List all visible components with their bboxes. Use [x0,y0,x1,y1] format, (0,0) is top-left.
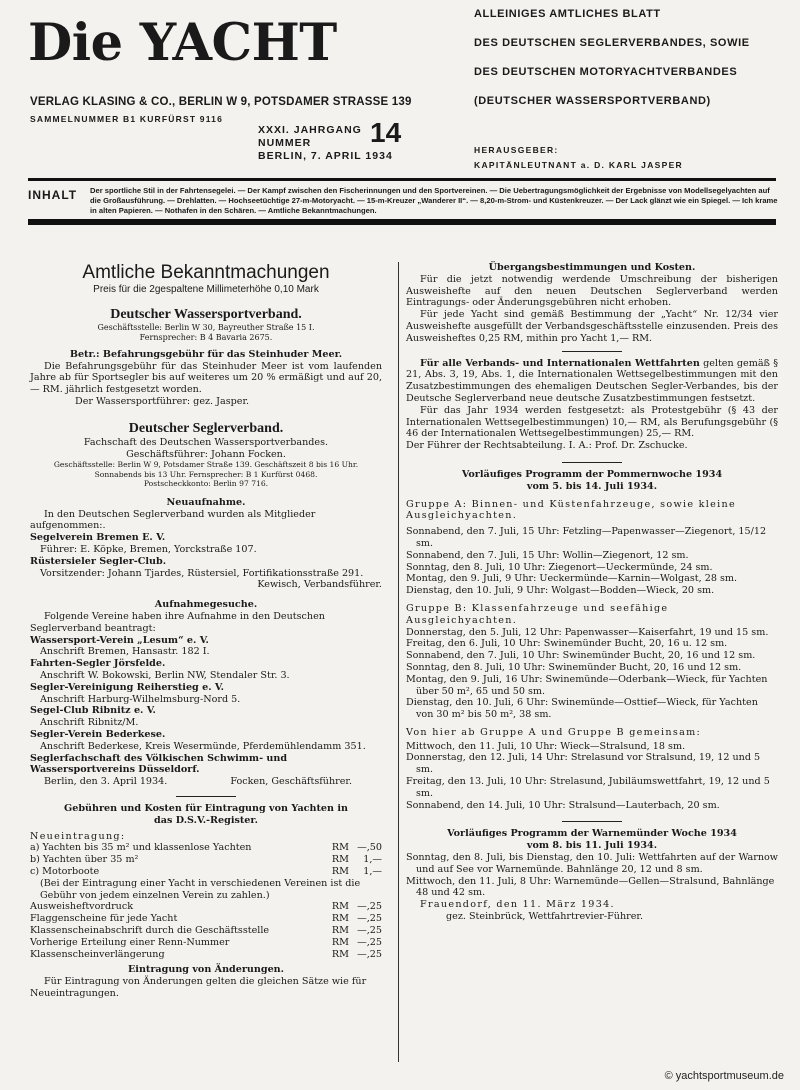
fee-value: 1,— [363,865,382,877]
dsv-hours: Sonnabends bis 13 Uhr. Fernsprecher: B 1 Kurfürst 0468. [94,469,318,479]
group-a: Gruppe A: Binnen- und Küstenfahrzeuge, sowie kleine Ausgleichyachten. [406,498,736,522]
fee-amount [332,913,382,925]
place-date: BERLIN, 7. APRIL 1934 [258,150,393,162]
section-divider [562,462,622,463]
fee-row [30,866,382,878]
dwv-body: Die Befahrungsgebühr für das Steinhuder Meer ist vom laufenden Jahre ab für Sportsegler bis auf weiteres um 20 % ermäßigt und auf 20,— RM. jährlich festgesetzt worden. [30,360,382,396]
applications-title: Aufnahmegesuche. [154,599,258,611]
fee-label: Klassenscheinverlängerung [30,948,165,960]
transition-title: Übergangsbestimmungen und Kosten. [488,262,696,273]
fee-label: Flaggenscheine für jede Yacht [30,913,178,925]
fees-note: (Bei der Eintragung einer Yacht in verschiedenen Vereinen ist die Gebühr von jedem einzelnen Verein zu zahlen.) [40,877,361,901]
publisher-address: VERLAG KLASING & CO., BERLIN W 9, POTSDAMER STRASSE 139 [30,96,412,108]
club-name: Segler-Vereinigung Reiherstieg e. V. [30,681,224,693]
fee-amount [332,937,382,949]
race-entry: Dienstag, den 10. Juli, 9 Uhr: Wolgast—Bodden—Wieck, 20 sm. [406,585,715,597]
fee-currency: RM [331,924,349,936]
club-name: Segelverein Bremen E. V. [30,532,166,544]
fee-value: —,25 [357,948,382,960]
fee-value: —,25 [357,901,382,913]
club-detail: Führer: E. Köpke, Bremen, Yorckstraße 107. [40,544,257,556]
transition-p1: Für die jetzt notwendig werdende Umschreibung der bisherigen Ausweishefte auf den neuen Deutschen Seglerverband werden Eintragungs- oder Änderungsgebühren nicht erhoben. [406,273,778,309]
race-entry: Freitag, den 6. Juli, 10 Uhr: Swinemünder Bucht, 20, 16 u. 12 sm. [406,638,728,650]
fee-value: —,25 [357,936,382,948]
dwv-title: Deutscher Wassersportverband. [110,306,302,322]
new-members-title: Neuaufnahme. [166,496,246,508]
applications-intro: Folgende Vereine haben ihre Aufnahme in den Deutschen Seglerverband beantragt: [30,611,325,634]
race-entry: Sonnabend, den 14. Juli, 10 Uhr: Stralsund—Lauterbach, 20 sm. [406,799,720,811]
dwv-office: Geschäftsstelle: Berlin W 30, Bayreuther Straße 15 I. [97,322,315,332]
new-members-signature: Kewisch, Verbandsführer. [257,579,382,591]
sign-date: Berlin, den 3. April 1934. [44,776,168,788]
race-entry: Sonntag, den 8. Juli, 10 Uhr: Swinemünder Bucht, 20, 16 und 12 sm. [406,661,742,673]
transition-p2: Für jede Yacht sind gemäß Bestimmung der „Yacht“ Nr. 12/34 vier Ausweishefte ausgefüllt der Verbandsgeschäftsstelle einzusenden. Preis des Ausweisheftes 0,25 RM, mithin pro Yacht 1,— RM. [406,309,778,344]
warne-signature: gez. Steinbrück, Wettfahrtrevier-Führer. [446,911,643,923]
club-name: Wassersport-Verein „Lesum“ e. V. [30,634,209,646]
dsv-office: Geschäftsstelle: Berlin W 9, Potsdamer Straße 139. Geschäftszeit 8 bis 16 Uhr. [53,460,359,470]
club-name: Segler-Verein Bederkese. [30,729,166,741]
section-divider [562,821,622,822]
groups-together: Von hier ab Gruppe A und Gruppe B gemeinsam: [406,726,702,738]
dsv-manager: Geschäftsführer: Johann Focken. [126,448,286,460]
section-divider [562,351,622,352]
new-members-intro: In den Deutschen Seglerverband wurden als Mitglieder aufgenommen:. [30,508,316,532]
fee-amount [332,854,382,866]
fee-currency: RM [331,854,349,866]
notices-heading: Amtliche Bekanntmachungen [82,262,330,283]
contents-label: INHALT [28,188,78,202]
fee-currency: RM [331,948,349,960]
group-b-races [406,627,778,721]
official-organ [474,8,774,124]
race-entry: Dienstag, den 10. Juli, 6 Uhr: Swinemünde—Osttief—Wieck, für Yachten von 30 m² bis 50 m², 38 sm. [406,697,758,721]
club-name: Seglerfachschaft des Völkischen Schwimm- und Wassersportvereins Düsseldorf. [30,752,288,776]
races-p1 [406,358,778,405]
fee-value: —,25 [357,913,382,925]
sign-name: Focken, Geschäftsführer. [230,776,352,788]
fee-amount [332,866,382,878]
editor-block [474,143,683,173]
fee-label: Ausweisheftvordruck [30,901,134,913]
fee-list [30,901,382,960]
warne-race: Mittwoch, den 11. Juli, 8 Uhr: Warnemünde—Gellen—Stralsund, Bahnlänge 48 und 42 sm. [406,875,775,899]
right-column [406,262,778,923]
fee-currency: RM [331,842,349,854]
races-signature: Der Führer der Rechtsabteilung. I. A.: Prof. Dr. Zschucke. [406,440,688,452]
dsv-title: Deutscher Seglerverband. [128,420,284,436]
fee-value: —,25 [357,924,382,936]
volume: XXXI. JAHRGANG [258,124,362,136]
race-entry: Sonnabend, den 7. Juli, 15 Uhr: Fetzling—Papenwasser—Ziegenort, 15/12 sm. [406,526,767,549]
fee-amount [332,925,382,937]
fee-currency: RM [331,901,349,913]
dwv-signature: Der Wassersportführer: gez. Jasper. [75,395,250,407]
pommern-dates: vom 5. bis 14. Juli 1934. [526,480,658,492]
club-address: Anschrift W. Bokowski, Berlin NW, Stendaler Str. 3. [40,670,290,682]
fee-label: Klassenscheinabschrift durch die Geschäftsstelle [30,924,270,936]
fee-label: b) Yachten über 35 m² [30,854,139,866]
race-entry: Sonnabend, den 7. Juli, 15 Uhr: Wollin—Ziegenort, 12 sm. [406,549,689,561]
fees-title: Gebühren und Kosten für Eintragung von Yachten in das D.S.V.-Register. [64,803,348,826]
club-detail: Vorsitzender: Johann Tjardes, Rüstersiel, Fortifikationsstraße 291. [40,567,364,579]
warne-race: Sonntag, den 8. Juli, bis Dienstag, den 10. Juli: Wettfahrten auf der Warnow und auf See vor Warnemünde. Bahnlänge 20, 12 und 8 sm. [406,852,778,875]
fee-amount [332,842,382,854]
fee-label: c) Motorboote [30,865,100,877]
fee-amount [332,901,382,913]
club-name: Segel-Club Ribnitz e. V. [30,705,156,717]
column-divider [398,262,399,1062]
dwv-subject: Betr.: Befahrungsgebühr für das Steinhuder Meer. [69,348,343,360]
publisher-phone: SAMMELNUMMER B1 KURFÜRST 9116 [30,114,224,124]
section-divider [176,796,236,797]
races-p2: Für das Jahr 1934 werden festgesetzt: als Protestgebühr (§ 43 der Internationalen Wettsegelbestimmungen) 10,— RM, als Berufungsgebühr (§ 46 der Internationalen Wettsegelbestimmungen) 25,— RM. [406,404,778,440]
changes-title: Eintragung von Änderungen. [128,964,284,976]
club-address: Anschrift Harburg-Wilhelmsburg-Nord 5. [40,693,241,705]
fee-row [30,842,382,854]
official-line: DES DEUTSCHEN SEGLERVERBANDES, SOWIE [474,37,750,49]
fee-currency: RM [331,913,349,925]
fee-row [30,854,382,866]
official-line: ALLEINIGES AMTLICHES BLATT [474,8,661,20]
fee-row [30,913,382,925]
dwv-phone: Fernsprecher: B 4 Bavaria 2675. [139,332,273,342]
dsv-account: Postscheckkonto: Berlin 97 716. [143,479,269,489]
watermark: © yachtsportmuseum.de [664,1070,784,1082]
pommern-title: Vorläufiges Programm der Pommernwoche 1934 [461,468,723,480]
races-text: gelten gemäß § 21, Abs. 3, 19, Abs. 1, die Internationalen Wettsegelbestimmungen mit den Zusatzbestimmungen des ehemaligen Deutschen Segler-Verbandes, bis der Deutsche Seglerverband neue deutsche Zusatzbestimmungen festsetzt. [406,357,778,404]
race-entry: Montag, den 9. Juli, 16 Uhr: Swinemünde—Oderbank—Wieck, für Yachten über 50 m², 65 und 50 sm. [406,673,768,697]
fee-amount [332,949,382,961]
race-entry: Mittwoch, den 11. Juli, 10 Uhr: Wieck—Stralsund, 18 sm. [406,740,686,752]
fee-list [30,842,382,877]
issue-number: 14 [370,117,402,148]
dsv-subtitle: Fachschaft des Deutschen Wassersportverbandes. [83,436,329,448]
club-address: Anschrift Ribnitz/M. [40,717,139,729]
official-line: (DEUTSCHER WASSERSPORTVERBAND) [474,95,711,107]
contents-rule [28,219,776,225]
race-entry: Sonntag, den 8. Juli, 10 Uhr: Ziegenort—Ueckermünde, 24 sm. [406,561,713,573]
club-name: Rüstersieler Segler-Club. [30,555,167,567]
race-entry: Donnerstag, den 12. Juli, 14 Uhr: Strelasund vor Stralsund, 19, 12 und 5 sm. [406,752,761,776]
club-address: Anschrift Bederkese, Kreis Wesermünde, Pferdemühlendamm 351. [40,740,366,752]
applications-signature [30,776,382,788]
fee-value: —,50 [357,842,382,854]
fee-currency: RM [331,936,349,948]
joint-races [406,741,778,812]
warne-place: Frauendorf, den 11. März 1934. [420,899,615,911]
masthead-title: Die YACHT [28,13,337,73]
changes-body: Für Eintragung von Änderungen gelten die gleichen Sätze wie für Neueintragungen. [30,976,367,999]
race-entry: Donnerstag, den 5. Juli, 12 Uhr: Papenwasser—Kaiserfahrt, 19 und 15 sm. [406,626,769,638]
races-lead: Für alle Verbands- und Internationalen Wettfahrten [420,357,700,369]
masthead-rule [28,178,776,181]
editor-label: HERAUSGEBER: [474,145,559,155]
number-label: NUMMER [258,137,312,149]
contents-text: Der sportliche Stil in der Fahrtensegelei. — Der Kampf zwischen den Fischerinnungen und den Sportvereinen. — Die Uebertragungsmöglichkeit der Ergebnisse von Modellsegelyachten auf die Großausführung. — Drehlatten. — Hochseetüchtige 27-m-Motoryacht. — 15-m-Kreuzer „Wanderer II“. — 8,20-m-Strom- und Küstenkreuzer. — Der Lack glänzt wie ein Spiegel. — Ich krame in alten Papieren. — Nothafen in den Schären. — Amtliche Bekanntmachungen. [90,186,778,215]
club-name: Fahrten-Segler Jörsfelde. [30,658,166,670]
race-entry: Freitag, den 13. Juli, 10 Uhr: Strelasund, Jubiläumswettfahrt, 19, 12 und 5 sm. [406,776,770,799]
fee-currency: RM [331,865,349,877]
race-entry: Sonnabend, den 7. Juli, 10 Uhr: Swinemünder Bucht, 20, 16 und 12 sm. [406,650,756,662]
fee-row [30,937,382,949]
group-b: Gruppe B: Klassenfahrzeuge und seefähige Ausgleichyachten. [406,602,669,626]
group-a-races [406,526,778,597]
fee-row [30,925,382,937]
fee-value: 1,— [363,854,382,866]
fee-row [30,949,382,961]
notices-price: Preis für die 2gespaltene Millimeterhöhe 0,10 Mark [93,284,319,295]
fee-row [30,901,382,913]
warne-title: Vorläufiges Programm der Warnemünder Woche 1934 [447,828,737,840]
fees-label: Neueintragung: [30,830,126,842]
official-line: DES DEUTSCHEN MOTORYACHTVERBANDES [474,66,738,78]
race-entry: Montag, den 9. Juli, 9 Uhr: Ueckermünde—Karnin—Wolgast, 28 sm. [406,573,738,585]
warne-dates: vom 8. bis 11. Juli 1934. [526,840,658,852]
fee-label: a) Yachten bis 35 m² und klassenlose Yachten [30,842,252,854]
left-column [30,262,382,1000]
issue-info [258,117,402,163]
editor-name: KAPITÄNLEUTNANT a. D. KARL JASPER [474,160,683,170]
fee-label: Vorherige Erteilung einer Renn-Nummer [30,936,230,948]
club-address: Anschrift Bremen, Hansastr. 182 I. [40,646,210,658]
